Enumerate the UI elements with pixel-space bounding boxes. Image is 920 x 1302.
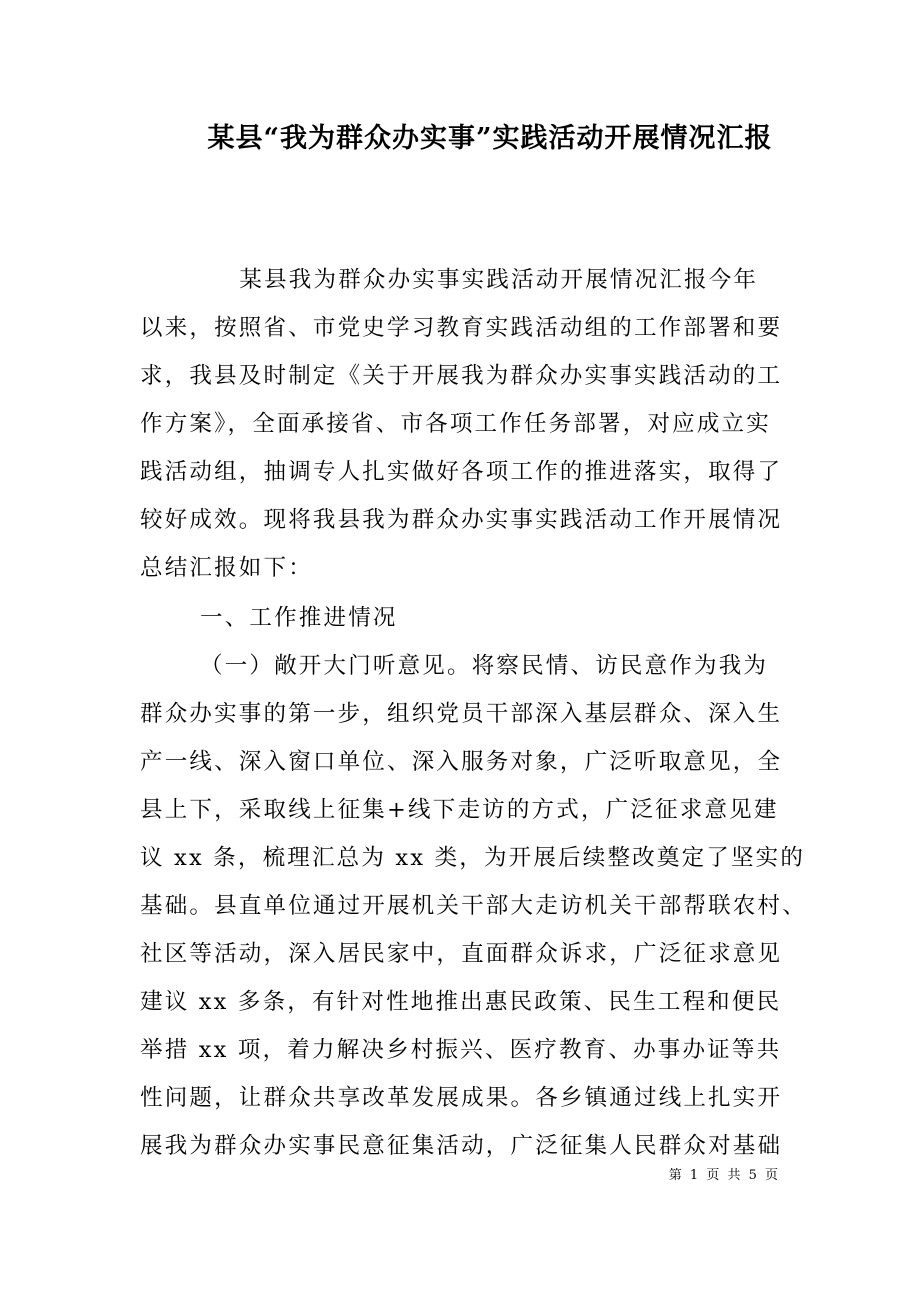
text-line: （一）敞开大门听意见。将察民情、访民意作为我为	[200, 653, 769, 679]
text-line: 举措 xx 项，着力解决乡村振兴、医疗教育、办事办证等共	[140, 1037, 782, 1063]
text-line: 基础。县直单位通过开展机关干部大走访机关干部帮联农村、	[140, 893, 807, 919]
text-line: 求，我县及时制定《关于开展我为群众办实事实践活动的工	[140, 363, 783, 389]
text-line: 总结汇报如下：	[140, 555, 313, 581]
text-line: 较好成效。现将我县我为群众办实事实践活动工作开展情况	[140, 507, 783, 533]
text-line: 某县我为群众办实事实践活动开展情况汇报今年	[190, 267, 759, 293]
text-line: 产一线、深入窗口单位、深入服务对象，广泛听取意见，全	[140, 749, 783, 775]
text-line: 展我为群众办实事民意征集活动，广泛征集人民群众对基础	[140, 1133, 783, 1159]
text-line: 以来，按照省、市党史学习教育实践活动组的工作部署和要	[140, 315, 783, 341]
text-line: 社区等活动，深入居民家中，直面群众诉求，广泛征求意见	[140, 941, 783, 967]
section-heading	[200, 594, 600, 642]
page-footer: 第 1 页 共 5 页	[668, 1168, 780, 1183]
text-line: 践活动组，抽调专人扎实做好各项工作的推进落实，取得了	[140, 459, 783, 485]
text-line: 作方案》，全面承接省、市各项工作任务部署，对应成立实	[140, 411, 771, 437]
section-heading-text: 一、工作推进情况	[200, 605, 398, 631]
paragraph-section-1	[140, 642, 807, 1170]
document-title	[0, 116, 920, 155]
text-line: 建议 xx 多条，有针对性地推出惠民政策、民生工程和便民	[140, 989, 782, 1015]
text-line: 县上下，采取线上征集+线下走访的方式，广泛征求意见建	[140, 797, 779, 823]
document-title-text: 某县“我为群众办实事”实践活动开展情况汇报	[207, 123, 773, 154]
text-line: 性问题，让群众共享改革发展成果。各乡镇通过线上扎实开	[140, 1085, 783, 1111]
text-line: 群众办实事的第一步，组织党员干部深入基层群众、深入生	[140, 701, 783, 727]
paragraph-intro	[140, 256, 782, 592]
text-line: 议 xx 条，梳理汇总为 xx 类，为开展后续整改奠定了坚实的	[140, 845, 806, 871]
